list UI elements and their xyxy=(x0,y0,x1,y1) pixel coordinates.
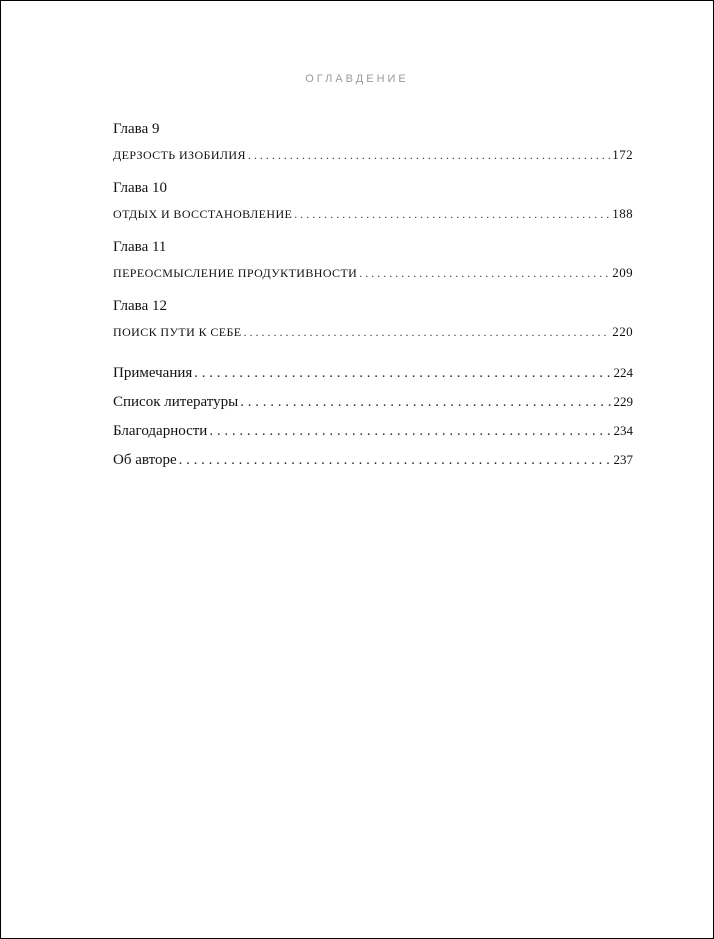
dot-leader xyxy=(359,265,610,281)
toc-entry[interactable] xyxy=(113,265,633,281)
page-number: 229 xyxy=(613,394,633,409)
chapter-title: ОТДЫХ И ВОССТАНОВЛЕНИЕ xyxy=(113,207,293,221)
toc-heading: ОГЛАВДЕНИЕ xyxy=(305,73,409,85)
backmatter-list xyxy=(113,363,633,479)
chapter-title: ПОИСК ПУТИ К СЕБЕ xyxy=(113,325,242,339)
chapter-title: ДЕРЗОСТЬ ИЗОБИЛИЯ xyxy=(113,148,246,162)
table-of-contents xyxy=(113,119,633,479)
chapter-number: Глава 12 xyxy=(113,298,167,314)
toc-entry-acknowledgements[interactable] xyxy=(113,421,633,450)
chapter-title: ПЕРЕОСМЫСЛЕНИЕ ПРОДУКТИВНОСТИ xyxy=(113,266,358,280)
entry-label: Об авторе xyxy=(113,452,177,468)
dot-leader xyxy=(244,324,611,340)
page-number: 209 xyxy=(612,265,633,280)
chapter-number: Глава 11 xyxy=(113,239,167,255)
entry-label: Список литературы xyxy=(113,394,239,410)
toc-entry-notes[interactable] xyxy=(113,363,633,392)
toc-chapter-12 xyxy=(113,296,633,340)
dot-leader xyxy=(240,392,611,412)
toc-entry[interactable] xyxy=(113,147,633,163)
dot-leader xyxy=(294,206,610,222)
chapter-number: Глава 10 xyxy=(113,180,167,196)
page-number: 237 xyxy=(613,452,633,467)
entry-label: Примечания xyxy=(113,365,193,381)
page-number: 224 xyxy=(613,365,633,380)
dot-leader xyxy=(209,421,611,441)
toc-chapter-10 xyxy=(113,178,633,222)
toc-chapter-9 xyxy=(113,119,633,163)
page-number: 188 xyxy=(612,206,633,221)
page-number: 234 xyxy=(613,423,633,438)
toc-entry[interactable] xyxy=(113,324,633,340)
entry-label: Благодарности xyxy=(113,423,208,439)
page-number: 172 xyxy=(612,147,633,162)
toc-entry[interactable] xyxy=(113,206,633,222)
toc-chapter-11 xyxy=(113,237,633,281)
dot-leader xyxy=(179,450,612,470)
chapter-number: Глава 9 xyxy=(113,121,160,137)
toc-entry-bibliography[interactable] xyxy=(113,392,633,421)
page-number: 220 xyxy=(612,324,633,339)
toc-entry-about-author[interactable] xyxy=(113,450,633,479)
dot-leader xyxy=(194,363,611,383)
dot-leader xyxy=(248,147,610,163)
